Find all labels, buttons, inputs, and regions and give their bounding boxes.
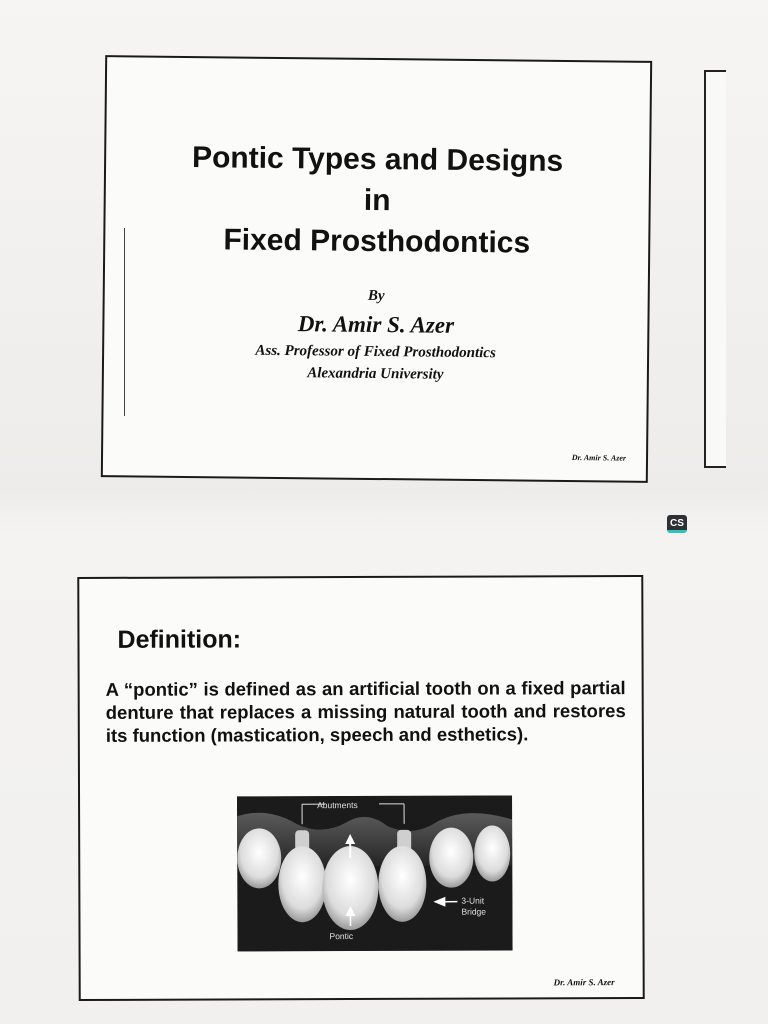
slide-title-line-2: in bbox=[363, 183, 391, 218]
by-label: By bbox=[367, 287, 385, 305]
bridge-label-line-2: Bridge bbox=[461, 906, 487, 917]
slide-footer: Dr. Amir S. Azer bbox=[571, 453, 627, 463]
scanner-logo-icon: CS bbox=[667, 515, 687, 533]
abutments-label: Abutments bbox=[317, 800, 358, 811]
title-slide bbox=[101, 55, 652, 483]
slide-footer: Dr. Amir S. Azer bbox=[553, 977, 615, 988]
bridge-label-line-1: 3-Unit bbox=[461, 895, 485, 906]
margin-line bbox=[124, 228, 125, 416]
definition-text: A “pontic” is defined as an artificial tooth on a fixed partial denture that replaces a missing natural tooth and restores its function (mastication, speech and esthetics). bbox=[105, 677, 626, 746]
bridge-illustration bbox=[237, 795, 513, 951]
adjacent-slide-edge bbox=[704, 70, 726, 468]
slide-title-line-3: Fixed Prosthodontics bbox=[223, 223, 531, 260]
pontic-label: Pontic bbox=[329, 931, 354, 942]
slide-title-line-1: Pontic Types and Designs bbox=[191, 141, 564, 178]
definition-slide bbox=[77, 575, 644, 1001]
author-position: Ass. Professor of Fixed Prosthodontics bbox=[255, 342, 496, 362]
author-institution: Alexandria University bbox=[307, 365, 444, 383]
teeth-diagram bbox=[237, 795, 513, 951]
slide-heading: Definition: bbox=[117, 625, 242, 654]
author-name: Dr. Amir S. Azer bbox=[297, 311, 455, 338]
